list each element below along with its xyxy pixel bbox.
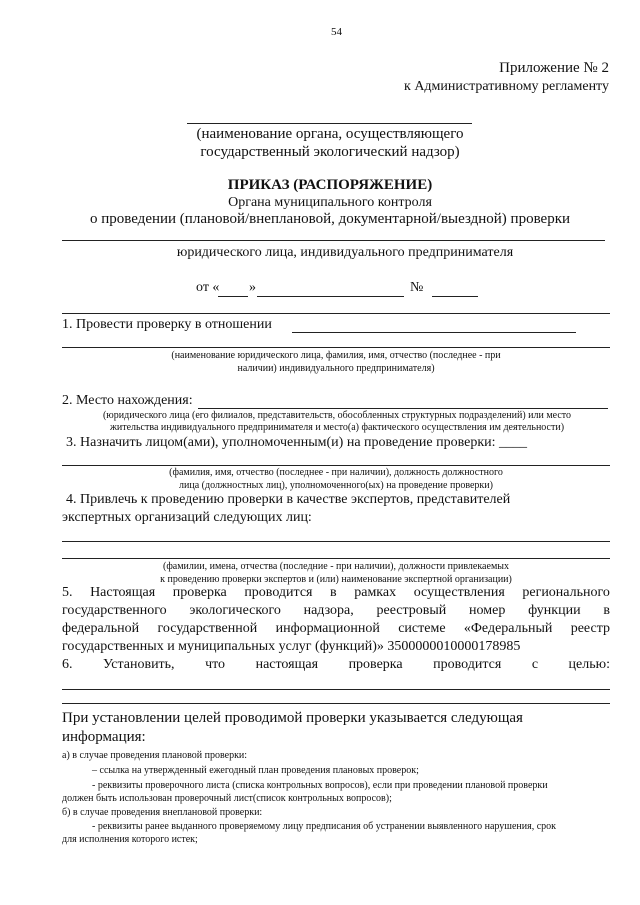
item3-hint-2: лица (должностных лиц), уполномоченного(ых) на проведение проверки)	[179, 480, 493, 491]
item6-field-1[interactable]	[62, 689, 610, 690]
order-number-field[interactable]	[432, 296, 478, 297]
number-sign: №	[410, 280, 424, 295]
item3-text: 3. Назначить лицом(ами), уполномоченным(и) на проведение проверки: ____	[66, 435, 528, 450]
goals-a1: – ссылка на утвержденный ежегодный план проведения плановых проверок;	[92, 765, 419, 776]
title-sub-2: о проведении (плановой/внеплановой, документарной/выездной) проверки	[89, 211, 571, 227]
document-title: ПРИКАЗ (РАСПОРЯЖЕНИЕ)	[227, 177, 433, 193]
title-sub-3: юридического лица, индивидуального предпринимателя	[176, 245, 514, 260]
item2-hint-2: жительства индивидуального предпринимателя и место(а) фактического осуществления им деятельности)	[109, 422, 565, 433]
organ-name-line	[187, 123, 472, 124]
date-prefix: от «	[196, 280, 220, 295]
goals-intro-1: При установлении целей проводимой проверки указывается следующая	[62, 710, 523, 726]
item6-line: 6. Установить, что настоящая проверка проводится с целью:	[62, 657, 610, 672]
item4-hint-2: к проведению проверки экспертов и (или) наименование экспертной организации)	[160, 574, 512, 585]
organ-hint-2: государственный экологический надзор)	[200, 144, 460, 160]
date-day-field[interactable]	[218, 296, 248, 297]
item6-field-2[interactable]	[62, 703, 610, 704]
goals-intro-2: информация:	[62, 729, 146, 745]
item4-field-1[interactable]	[62, 541, 610, 542]
item4-line-2: экспертных организаций следующих лиц:	[62, 510, 312, 525]
date-mid: »	[249, 280, 256, 295]
organ-hint-1: (наименование органа, осуществляющего	[196, 126, 464, 142]
item1-text: 1. Провести проверку в отношении	[62, 317, 272, 332]
item3-hint-1: (фамилия, имя, отчество (последнее - при наличии), должность должностного	[169, 467, 503, 478]
goals-a: а) в случае проведения плановой проверки:	[62, 750, 248, 761]
goals-b1-line-1: - реквизиты ранее выданного проверяемому лицу предписания об устранении выявленного нарушения, срок	[92, 821, 556, 832]
item4-hint-1: (фамилии, имена, отчества (последние - при наличии), должности привлекаемых	[162, 561, 509, 572]
header-separator-line	[62, 313, 610, 314]
item1-hint-2: наличии) индивидуального предпринимателя)	[237, 363, 435, 374]
item2-text: 2. Место нахождения:	[62, 393, 193, 408]
appendix-line-1: Приложение № 2	[499, 60, 609, 76]
goals-a2-line-2: должен быть использован проверочный лист(список контрольных вопросов);	[62, 793, 392, 804]
item5-line-2: государственного экологического надзора, реестровый номер функции в	[62, 603, 610, 618]
item4-line-1: 4. Привлечь к проведению проверки в качестве экспертов, представителей	[66, 492, 511, 507]
goals-a2-line-1: - реквизиты проверочного листа (списка контрольных вопросов), если при проведении плановой проверки	[92, 780, 548, 791]
title-fill-line	[62, 240, 605, 241]
item1-hint-1: (наименование юридического лица, фамилия, имя, отчество (последнее - при	[171, 350, 501, 361]
appendix-line-2: к Административному регламенту	[404, 79, 609, 94]
item5-line-4: государственных и муниципальных услуг (функций)» 3500000010000178985	[62, 639, 521, 654]
title-sub-1: Органа муниципального контроля	[228, 195, 432, 210]
item5-line-1: 5. Настоящая проверка проводится в рамках осуществления регионального	[62, 585, 610, 600]
item1-field[interactable]	[292, 332, 576, 333]
page-number: 54	[331, 26, 342, 38]
item1-field-2[interactable]	[62, 347, 610, 348]
goals-b: б) в случае проведения внеплановой проверки:	[62, 807, 263, 818]
date-month-year-field[interactable]	[257, 296, 404, 297]
item4-field-2[interactable]	[62, 558, 610, 559]
goals-b1-line-2: для исполнения которого истек;	[62, 834, 198, 845]
item2-hint-1: (юридического лица (его филиалов, представительств, обособленных структурных подразделений) или место	[102, 410, 572, 421]
item5-line-3: федеральной государственной информационной системе «Федеральный реестр	[62, 621, 610, 636]
